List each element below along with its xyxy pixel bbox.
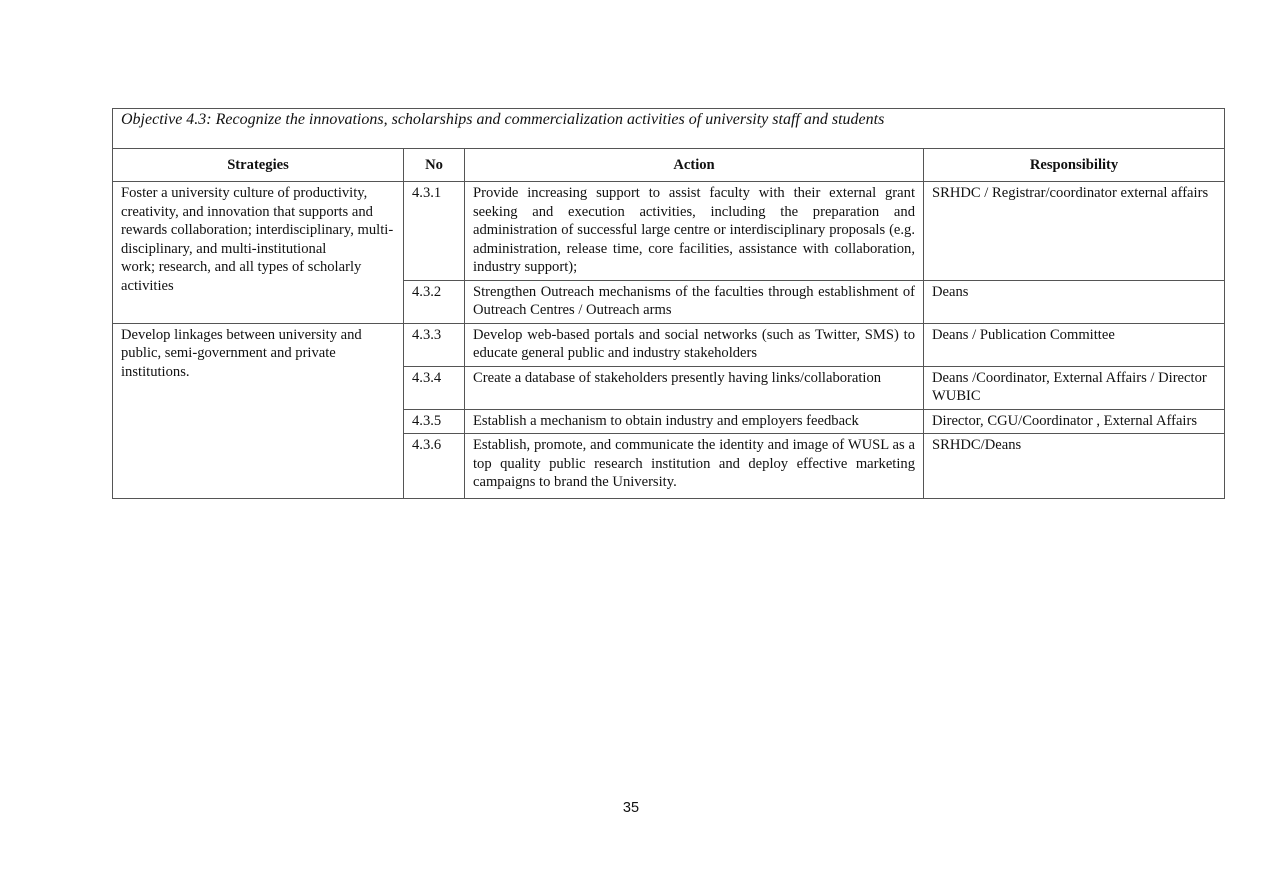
responsibility-cell: Deans /Coordinator, External Affairs / Director WUBIC: [924, 366, 1225, 409]
responsibility-cell: SRHDC/Deans: [924, 434, 1225, 499]
strategy-text: Foster a university culture of productivity, creativity, and innovation that supports and rewards collaboration; interdisciplinary, multi-disciplinary, and multi-institutional: [121, 185, 394, 257]
objective-title: Objective 4.3: Recognize the innovations, scholarships and commercialization activities of university staff and students: [113, 109, 1225, 149]
header-action: Action: [465, 149, 924, 182]
responsibility-cell: Deans / Publication Committee: [924, 323, 1225, 366]
action-cell: Strengthen Outreach mechanisms of the faculties through establishment of Outreach Centres / Outreach arms: [465, 280, 924, 323]
header-no: No: [404, 149, 465, 182]
header-strategies: Strategies: [113, 149, 404, 182]
objective-table: [112, 108, 1225, 499]
table-header-row: [113, 149, 1225, 182]
row-number: 4.3.2: [404, 280, 465, 323]
row-number: 4.3.6: [404, 434, 465, 499]
responsibility-cell: SRHDC / Registrar/coordinator external affairs: [924, 182, 1225, 281]
page-number: 35: [622, 800, 640, 816]
row-number: 4.3.3: [404, 323, 465, 366]
action-cell: Establish, promote, and communicate the identity and image of WUSL as a top quality public research institution and deploy effective marketing campaigns to brand the University.: [465, 434, 924, 499]
strategy-text: Develop linkages between university and public, semi-government and private institutions.: [121, 326, 362, 380]
action-cell: Establish a mechanism to obtain industry and employers feedback: [465, 409, 924, 434]
strategy-cell: [113, 323, 404, 498]
row-number: 4.3.5: [404, 409, 465, 434]
strategy-cell: [113, 182, 404, 324]
responsibility-cell: Director, CGU/Coordinator , External Affairs: [924, 409, 1225, 434]
row-number: 4.3.1: [404, 182, 465, 281]
action-cell: Provide increasing support to assist faculty with their external grant seeking and execution activities, including the preparation and administration of successful large centre or interdisciplinary proposals (e.g. administration, release time, core facilities, assistance with collaboration, industry support);: [465, 182, 924, 281]
header-responsibility: Responsibility: [924, 149, 1225, 182]
row-number: 4.3.4: [404, 366, 465, 409]
table-row: [113, 182, 1225, 281]
responsibility-cell: Deans: [924, 280, 1225, 323]
action-cell: Develop web-based portals and social networks (such as Twitter, SMS) to educate general public and industry stakeholders: [465, 323, 924, 366]
table-row: [113, 323, 1225, 366]
action-cell: Create a database of stakeholders presently having links/collaboration: [465, 366, 924, 409]
strategy-text: work; research, and all types of scholarly activities: [121, 259, 362, 294]
